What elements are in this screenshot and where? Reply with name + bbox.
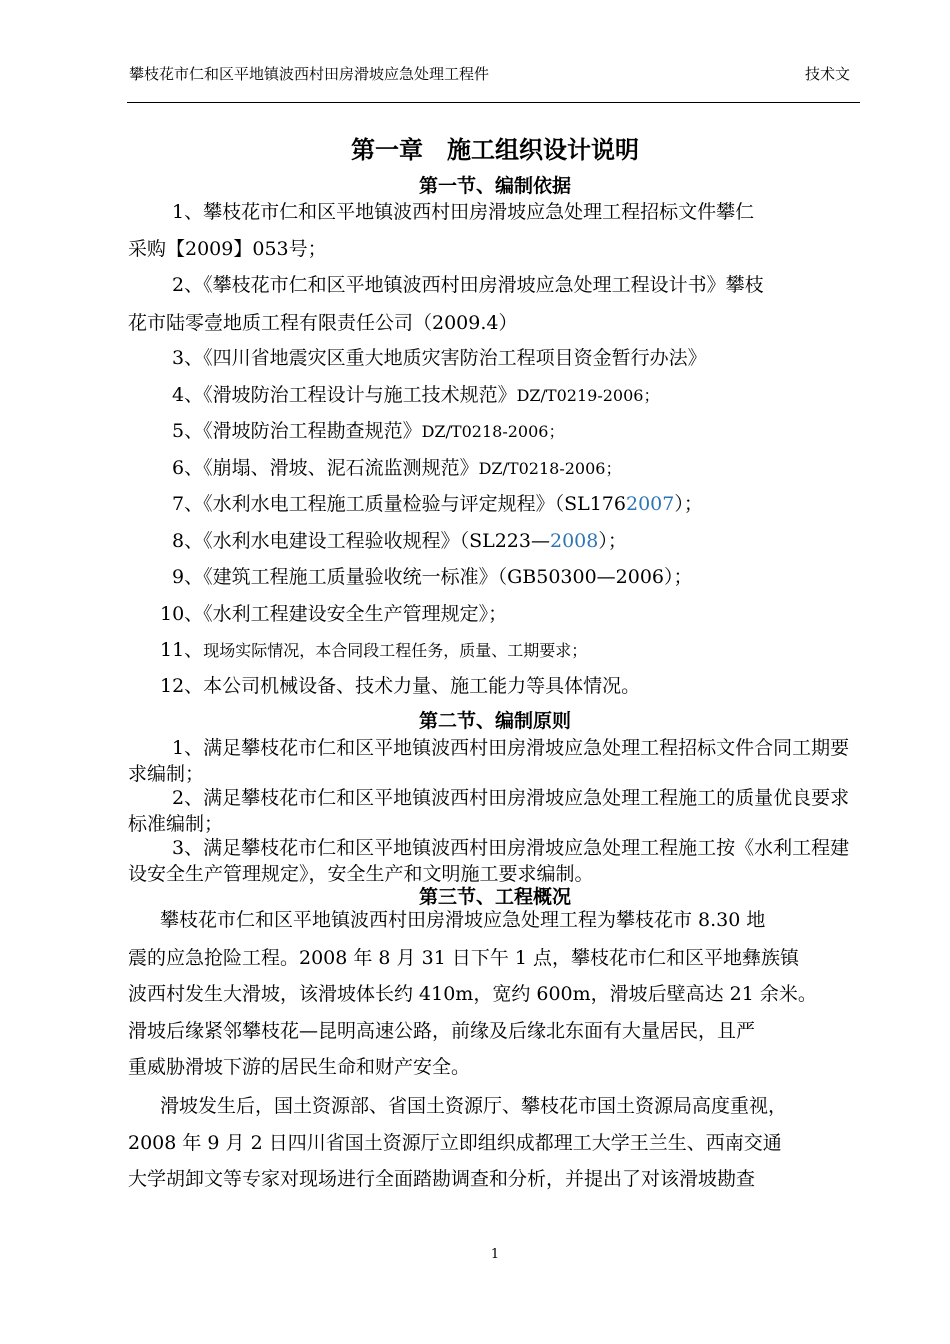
item-8-text: 8、《水利水电建设工程验收规程》（SL223—: [172, 530, 550, 552]
item-12: 12、本公司机械设备、技术力量、施工能力等具体情况。: [160, 675, 641, 697]
item-2-line-2: 花市陆零壹地质工程有限责任公司（2009.4）: [128, 312, 518, 334]
overview-p2-line-2: 2008 年 9 月 2 日四川省国土资源厅立即组织成都理工大学王兰生、西南交通: [128, 1132, 782, 1154]
item-6-code: DZ/T0218-2006；: [478, 459, 622, 478]
item-8: [172, 528, 627, 554]
principle-3: 3、满足攀枝花市仁和区平地镇波西村田房滑坡应急处理工程施工按《水利工程建设安全生产管理规定》，安全生产和文明施工要求编制。: [128, 837, 850, 885]
header-doc-type: 技术文: [805, 65, 851, 83]
item-11: [160, 637, 587, 664]
item-5: [172, 418, 564, 445]
section-1-title: 第一节、编制依据: [418, 175, 571, 197]
header-project-title: 攀枝花市仁和区平地镇波西村田房滑坡应急处理工程件: [129, 65, 490, 83]
overview-p1-line-1: 攀枝花市仁和区平地镇波西村田房滑坡应急处理工程为攀枝花市 8.30 地: [160, 909, 766, 931]
page-number: 1: [490, 1247, 500, 1262]
item-7: [172, 491, 703, 517]
item-5-code: DZ/T0218-2006；: [421, 422, 565, 441]
item-1-line-1: 1、攀枝花市仁和区平地镇波西村田房滑坡应急处理工程招标文件攀仁: [172, 201, 755, 223]
item-7-end: ）；: [674, 493, 703, 515]
overview-p1-line-4: 滑坡后缘紧邻攀枝花—昆明高速公路，前缘及后缘北东面有大量居民，且严: [128, 1020, 756, 1042]
item-11-number: 11、: [160, 639, 204, 661]
header-rule: [127, 102, 860, 103]
item-11-text: 现场实际情况，本合同段工程任务，质量、工期要求；: [203, 641, 588, 660]
overview-p2-line-3: 大学胡卸文等专家对现场进行全面踏勘调查和分析，并提出了对该滑坡勘查: [128, 1168, 756, 1190]
item-6: [172, 455, 621, 482]
principle-1: 1、满足攀枝花市仁和区平地镇波西村田房滑坡应急处理工程招标文件合同工期要求编制；: [128, 737, 850, 785]
overview-p1-line-2: 震的应急抢险工程。2008 年 8 月 31 日下午 1 点，攀枝花市仁和区平地彝族镇: [128, 947, 799, 969]
item-9: 9、《建筑工程施工质量验收统一标准》（GB50300—2006）；: [172, 566, 693, 588]
item-8-year: 2008: [550, 530, 599, 552]
item-7-year: 2007: [626, 493, 675, 515]
chapter-title: 第一章 施工组织设计说明: [351, 135, 639, 164]
item-4: [172, 382, 659, 409]
item-8-end: ）；: [598, 530, 627, 552]
item-3: 3、《四川省地震灾区重大地质灾害防治工程项目资金暂行办法》: [172, 347, 707, 369]
item-1-line-2: 采购【2009】053号；: [128, 238, 327, 260]
section-2-title: 第二节、编制原则: [418, 710, 571, 732]
item-6-title: 6、《崩塌、滑坡、泥石流监测规范》: [172, 457, 479, 479]
overview-p2-line-1: 滑坡发生后，国土资源部、省国土资源厅、攀枝花市国土资源局高度重视，: [160, 1095, 788, 1117]
item-5-title: 5、《滑坡防治工程勘查规范》: [172, 420, 422, 442]
item-2-line-1: 2、《攀枝花市仁和区平地镇波西村田房滑坡应急处理工程设计书》攀枝: [172, 274, 764, 296]
section-3-title: 第三节、工程概况: [418, 886, 571, 908]
item-4-code: DZ/T0219-2006；: [516, 386, 660, 405]
overview-p1-line-3: 波西村发生大滑坡，该滑坡体长约 410m，宽约 600m，滑坡后壁高达 21 余米。: [128, 983, 817, 1005]
item-4-title: 4、《滑坡防治工程设计与施工技术规范》: [172, 384, 517, 406]
item-7-text: 7、《水利水电工程施工质量检验与评定规程》（SL176: [172, 493, 626, 515]
item-10: 10、《水利工程建设安全生产管理规定》；: [160, 603, 508, 625]
principle-2: 2、满足攀枝花市仁和区平地镇波西村田房滑坡应急处理工程施工的质量优良要求标准编制；: [128, 787, 850, 835]
overview-p1-line-5: 重威胁滑坡下游的居民生命和财产安全。: [128, 1056, 471, 1078]
